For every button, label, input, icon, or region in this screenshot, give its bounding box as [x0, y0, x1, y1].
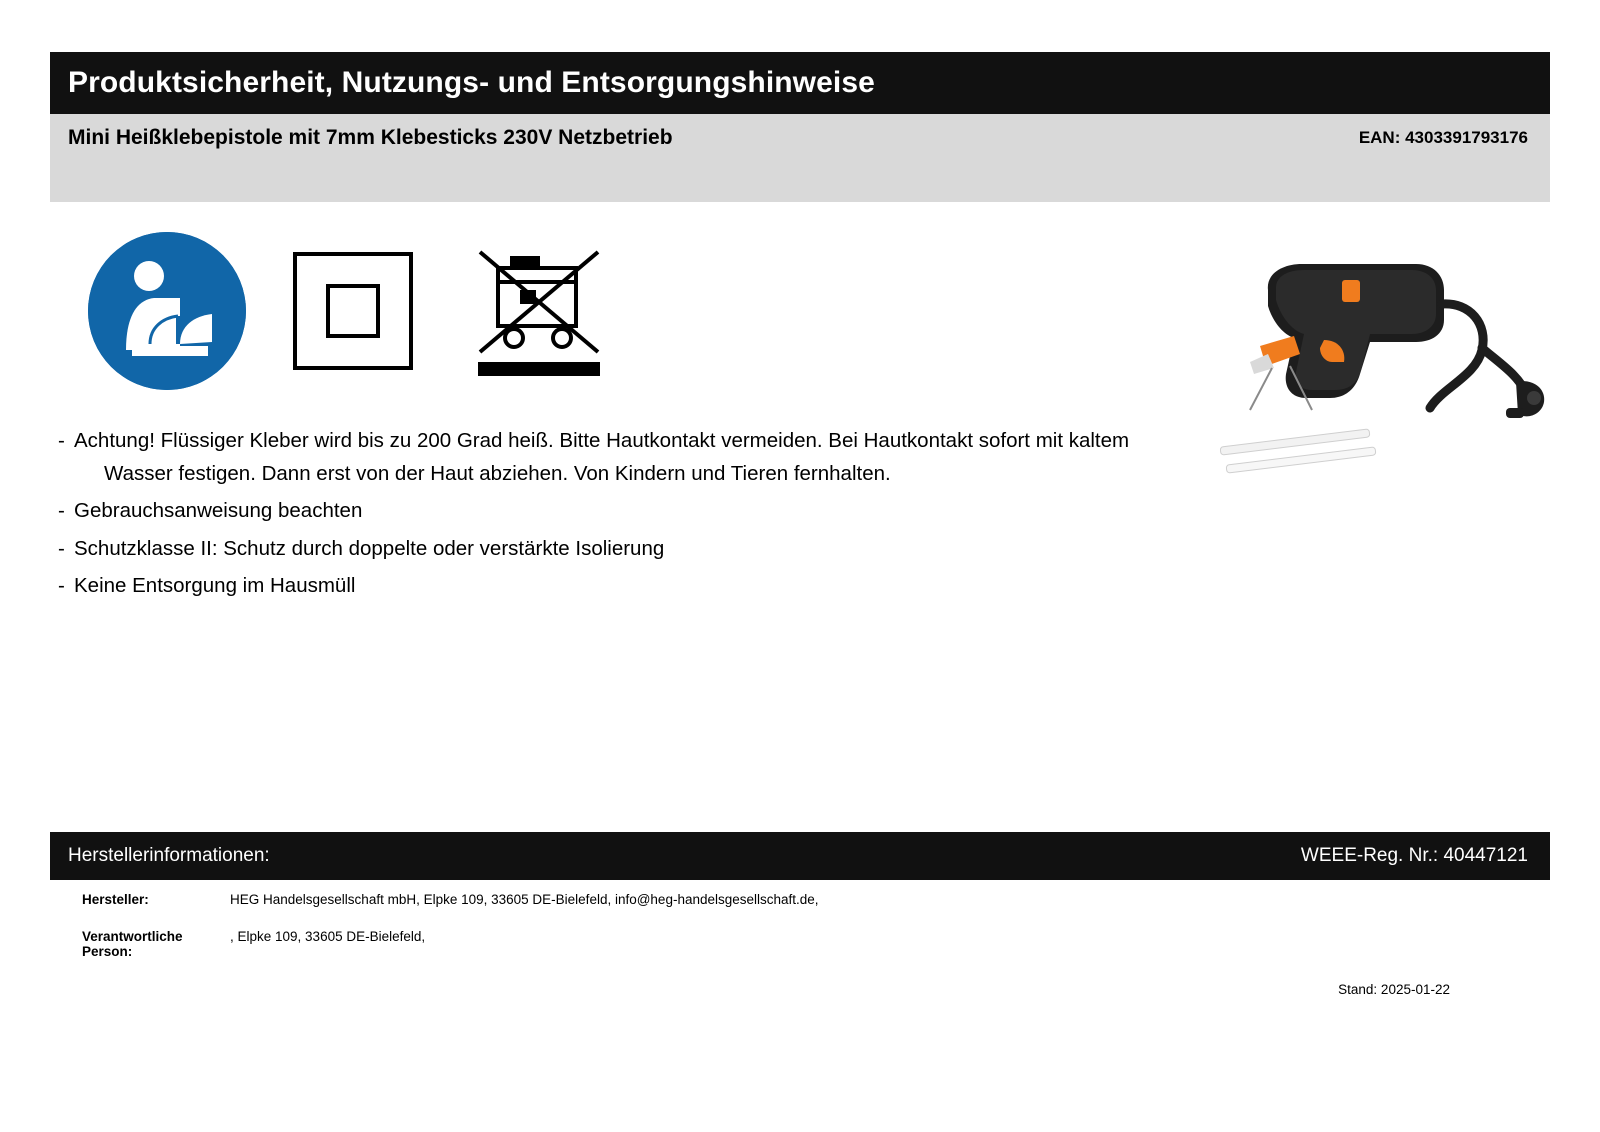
bullet-dash: - — [58, 499, 65, 523]
manufacturer-details — [50, 892, 1550, 981]
table-row — [50, 892, 1550, 907]
bullet-dash: - — [58, 429, 65, 452]
manufacturer-info-label: Herstellerinformationen: — [68, 845, 270, 866]
note-text: Gebrauchsanweisung beachten — [74, 499, 363, 523]
class-2-inner-square — [326, 284, 380, 338]
bullet-dash: - — [58, 536, 65, 560]
note-line-2: Wasser festigen. Dann erst von der Haut abziehen. Von Kindern und Tieren fernhalten. — [104, 462, 891, 486]
weee-registration-number: WEEE-Reg. Nr.: 40447121 — [1300, 845, 1528, 866]
revision-date: Stand: 2025-01-22 — [1338, 982, 1450, 997]
responsible-person-label: Verantwortliche Person: — [82, 929, 183, 959]
ean-code: EAN: 4303391793176 — [1358, 128, 1528, 147]
note-text: Schutzklasse II: Schutz durch doppelte oder verstärkte Isolierung — [74, 536, 665, 560]
product-name: Mini Heißklebepistole mit 7mm Klebesticks 230V Netzbetrieb — [68, 126, 673, 149]
responsible-person-value: , Elpke 109, 33605 DE-Bielefeld, — [230, 929, 426, 944]
note-line-1: Achtung! Flüssiger Kleber wird bis zu 200 Grad heiß. Bitte Hautkontakt vermeiden. Bei Hautkontakt sofort mit kaltem — [74, 429, 1130, 452]
safety-datasheet — [50, 52, 1550, 1042]
table-row — [50, 929, 1550, 959]
note-text: Keine Entsorgung im Hausmüll — [74, 573, 356, 597]
manufacturer-value: HEG Handelsgesellschaft mbH, Elpke 109, 33605 DE-Bielefeld, info@heg-handelsgesellschaft.de, — [230, 892, 819, 907]
safety-notes-list — [50, 424, 1550, 602]
read-manual-icon — [88, 232, 246, 390]
note-text — [74, 424, 1129, 490]
list-item — [58, 532, 1550, 565]
list-item — [58, 569, 1550, 602]
product-subtitle-bar — [50, 114, 1550, 162]
document-title-bar — [50, 52, 1550, 114]
list-item — [58, 494, 1550, 527]
manufacturer-footer-bar — [50, 832, 1550, 880]
bullet-dash: - — [58, 573, 65, 597]
weee-crossed-bin-icon — [470, 234, 615, 394]
class-2-insulation-icon — [293, 252, 413, 370]
page-title: Produktsicherheit, Nutzungs- und Entsorgungshinweise — [68, 66, 875, 99]
subtitle-spacer — [50, 162, 1550, 202]
manufacturer-label: Hersteller: — [82, 892, 149, 907]
list-item — [58, 424, 1550, 490]
